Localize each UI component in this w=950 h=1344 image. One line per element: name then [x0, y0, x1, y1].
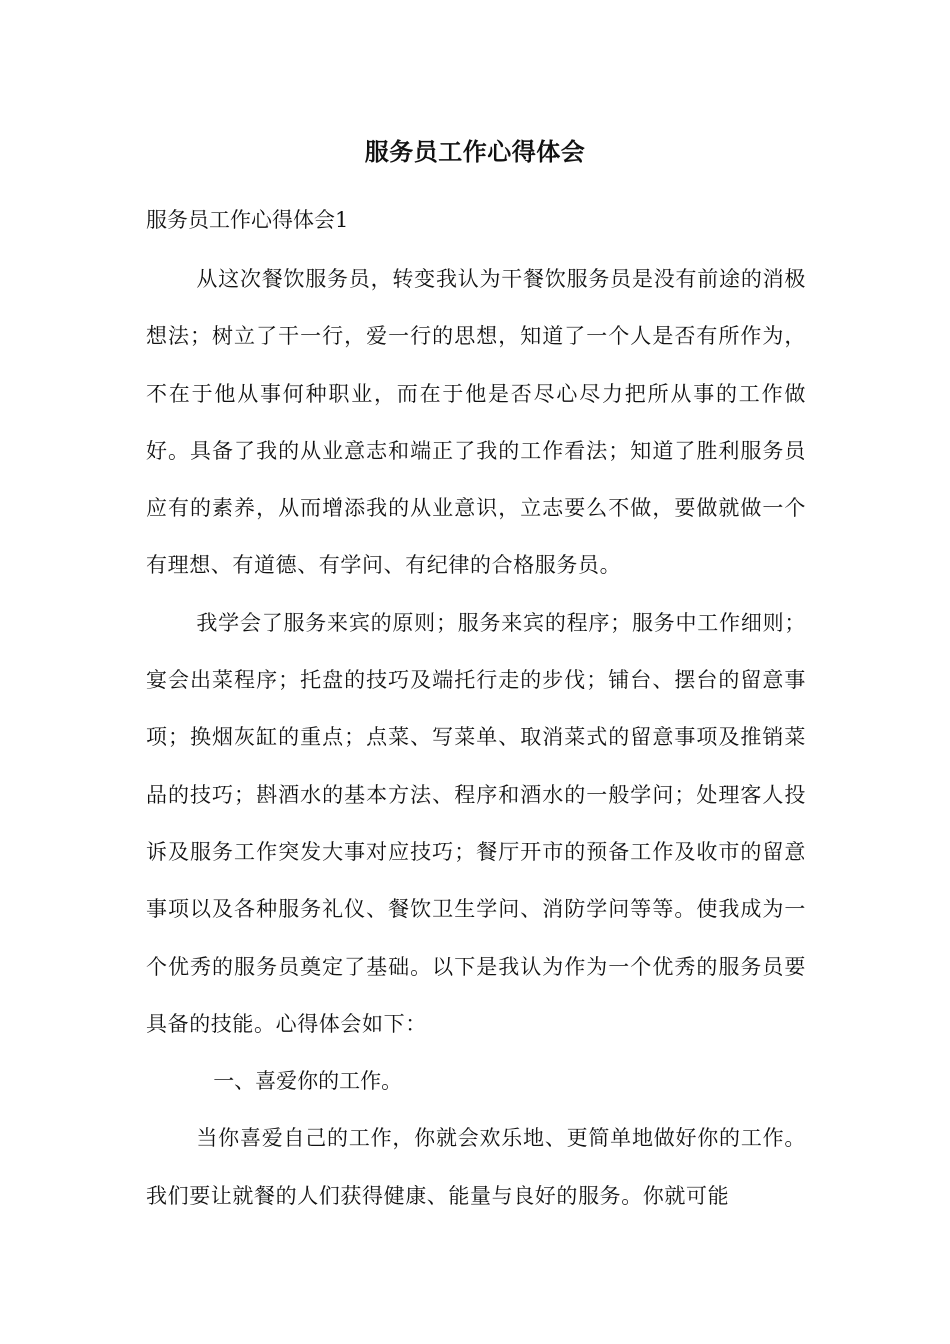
paragraph-1: 从这次餐饮服务员，转变我认为干餐饮服务员是没有前途的消极想法；树立了干一行，爱一行的思想，知道了一个人是否有所作为，不在于他从事何种职业，而在于他是否尽心尽力把所从事的工作做好。具备了我的从业意志和端正了我的工作看法；知道了胜利服务员应有的素养，从而增添我的从业意识，立志要么不做，要做就做一个有理想、有道德、有学问、有纪律的合格服务员。 — [146, 267, 806, 578]
section-heading: 一、喜爱你的工作。 — [213, 1069, 403, 1094]
paragraph-3: 当你喜爱自己的工作，你就会欢乐地、更简单地做好你的工作。我们要让就餐的人们获得健康、能量与良好的服务。你就可能 — [146, 1126, 806, 1208]
document-body — [146, 251, 806, 1225]
section-subtitle: 服务员工作心得体会1 — [146, 208, 349, 232]
document-title: 服务员工作心得体会 — [364, 137, 586, 166]
paragraph-2: 我学会了服务来宾的原则；服务来宾的程序；服务中工作细则；宴会出菜程序；托盘的技巧及端托行走的步伐；铺台、摆台的留意事项；换烟灰缸的重点；点菜、写菜单、取消菜式的留意事项及推销菜品的技巧；斟酒水的基本方法、程序和酒水的一般学问；处理客人投诉及服务工作突发大事对应技巧；餐厅开市的预备工作及收市的留意事项以及各种服务礼仪、餐饮卫生学问、消防学问等等。使我成为一个优秀的服务员奠定了基础。以下是我认为作为一个优秀的服务员要具备的技能。心得体会如下： — [146, 610, 806, 1036]
